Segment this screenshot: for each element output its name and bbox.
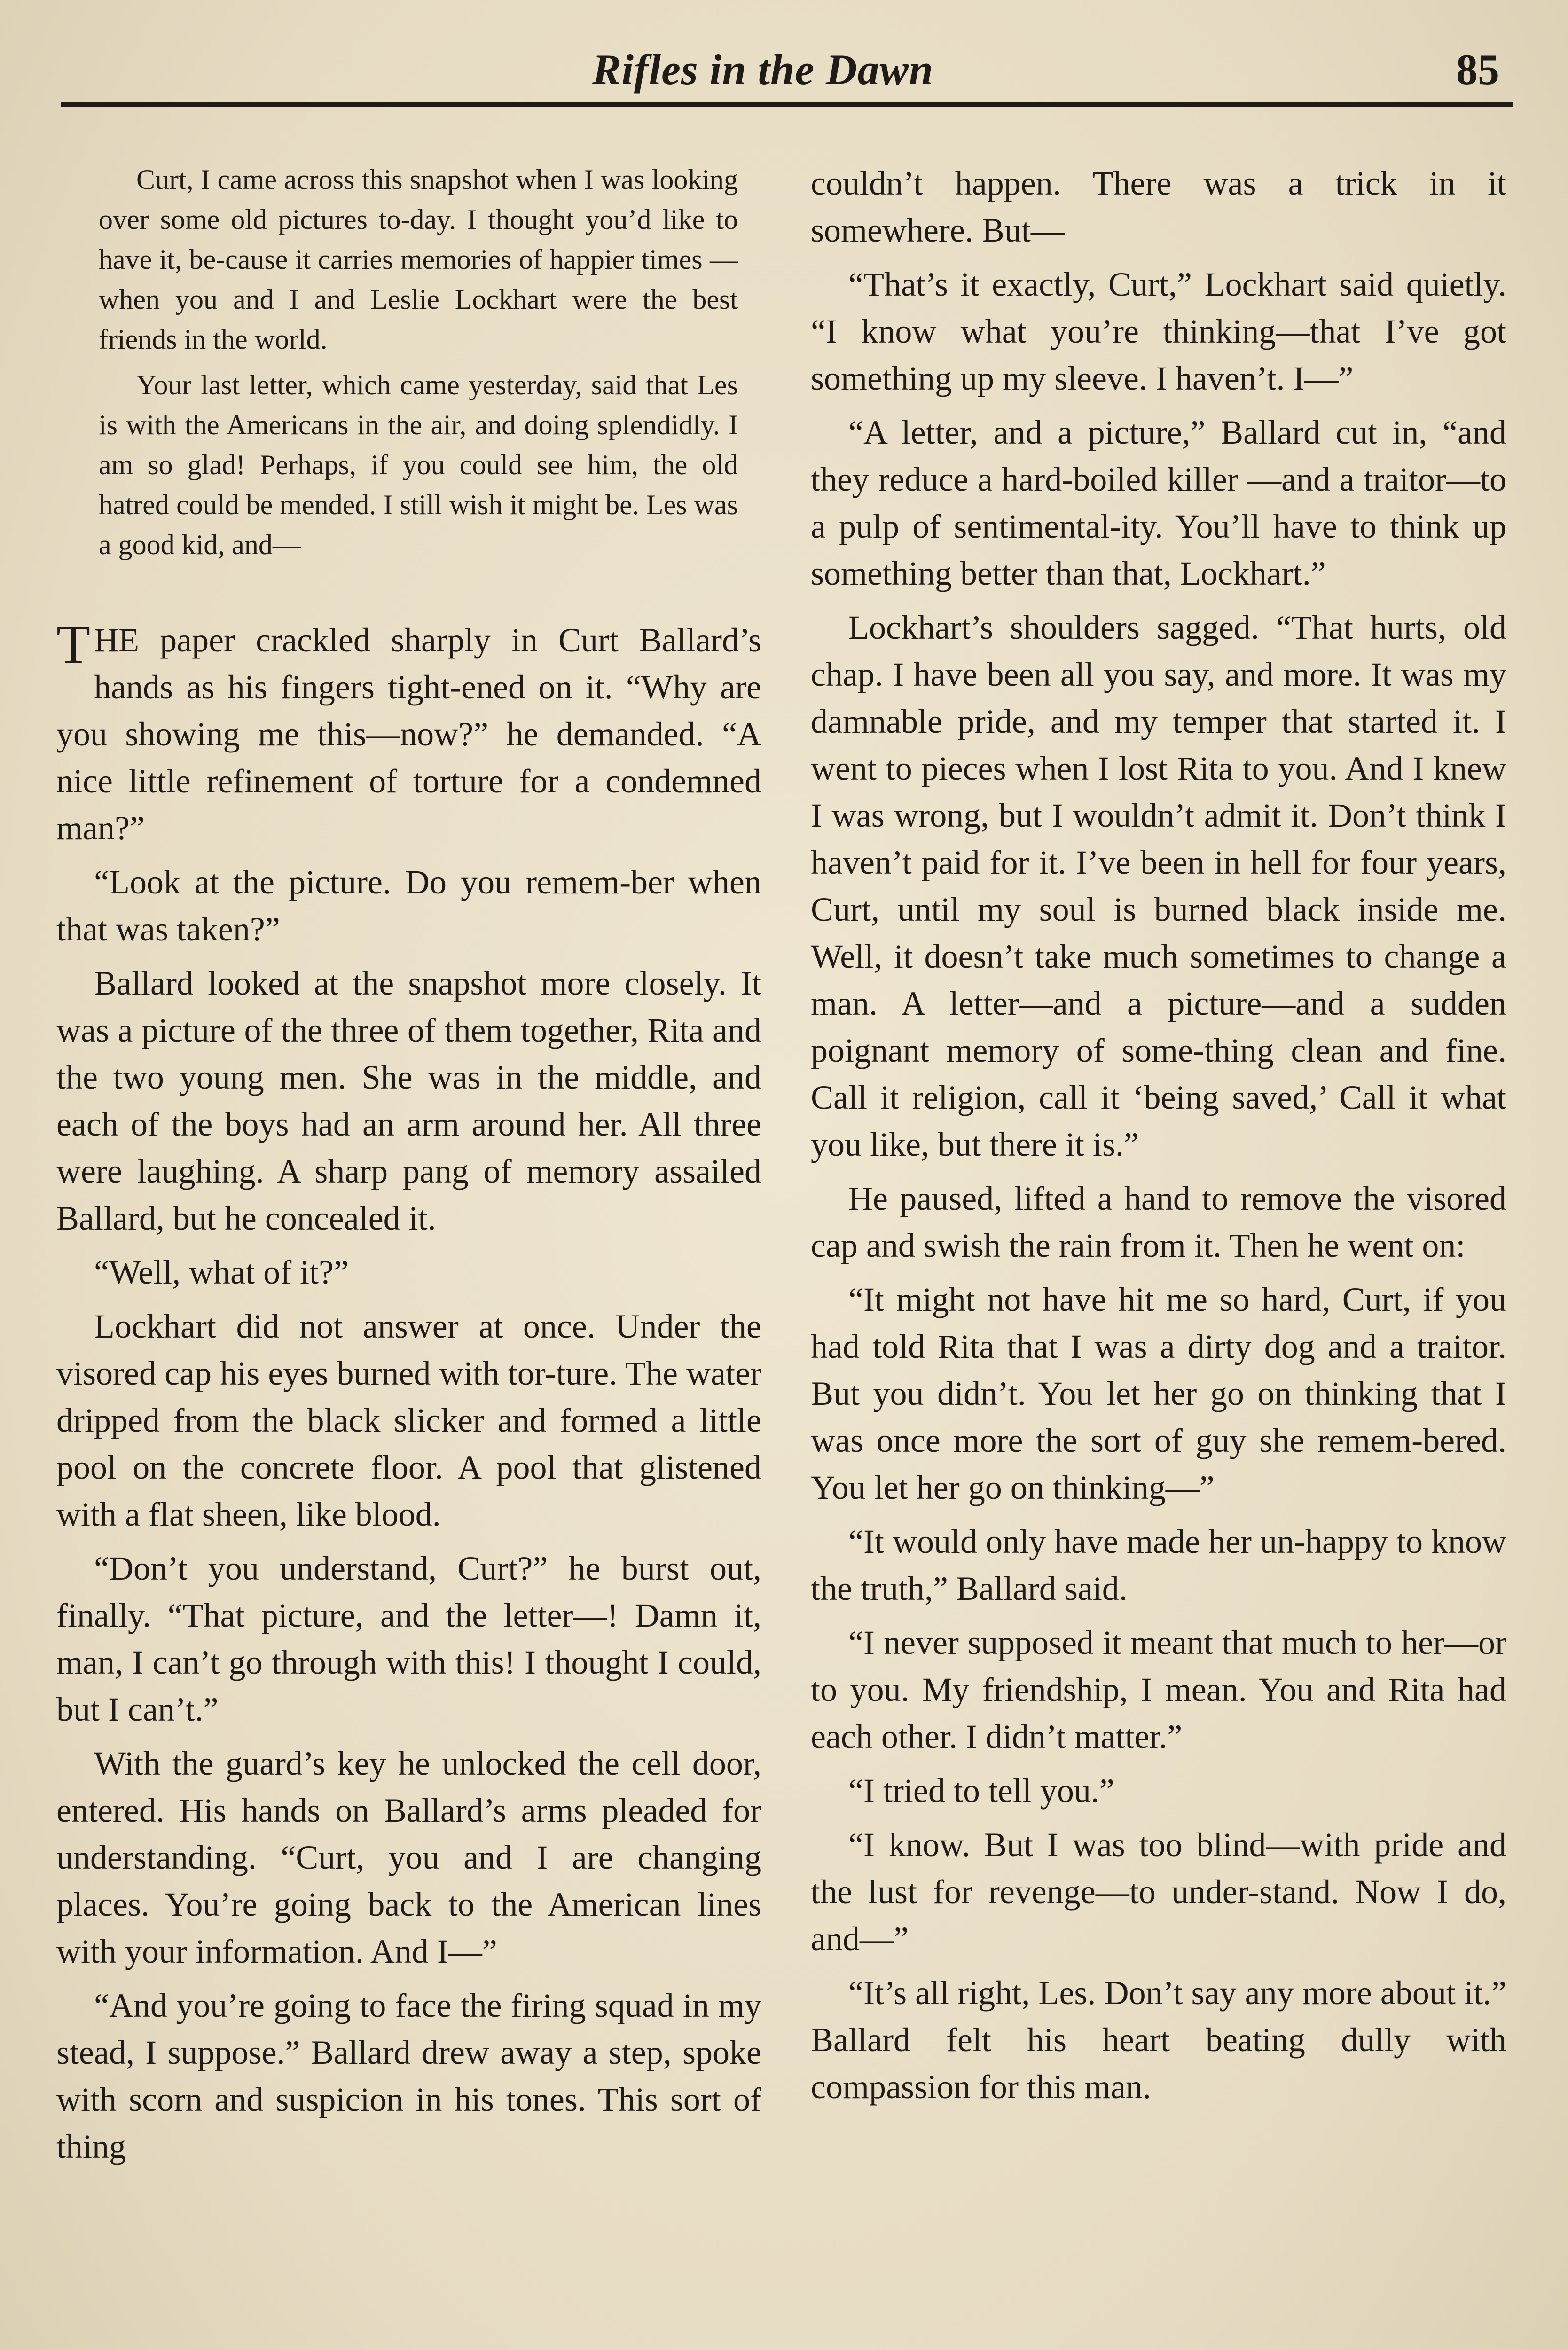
page-header xyxy=(61,45,1518,101)
letter-paragraph: Curt, I came across this snapshot when I was looking over some old pictures to-day. I thought you’d like to have it, be-cause it carries memories of happier times —when you and I and Leslie Lockhart were the best friends in the world. xyxy=(99,164,738,355)
story-paragraph: “It’s all right, Les. Don’t say any more about it.” Ballard felt his heart beating dully with compassion for this man. xyxy=(811,1974,1506,2106)
page-number: 85 xyxy=(1456,46,1499,94)
header-rule xyxy=(61,102,1513,107)
story-paragraph: “It would only have made her un-happy to know the truth,” Ballard said. xyxy=(811,1523,1506,1607)
letter-paragraph: Your last letter, which came yesterday, said that Les is with the Americans in the air, and doing splendidly. I am so glad! Perhaps, if you could see him, the old hatred could be mended. I still wish it might be. Les was a good kid, and— xyxy=(99,369,738,560)
story-paragraph: Ballard looked at the snapshot more closely. It was a picture of the three of them together, Rita and the two young men. She was in the middle, and each of the boys had an arm around her. All three were laughing. A sharp pang of memory assailed Ballard, but he concealed it. xyxy=(56,964,761,1237)
story-paragraph: “A letter, and a picture,” Ballard cut in, “and they reduce a hard-boiled killer —and a traitor—to a pulp of sentimental-ity. You’ll have to think up something better than that, Lockhart.” xyxy=(811,414,1506,592)
story-paragraph: “Don’t you understand, Curt?” he burst out, finally. “That picture, and the letter—! Damn it, man, I can’t go through with this! I thought I could, but I can’t.” xyxy=(56,1550,761,1728)
story-paragraph: “I tried to tell you.” xyxy=(848,1772,1114,1810)
left-column xyxy=(56,160,761,2177)
story-paragraph: “Well, what of it?” xyxy=(94,1253,349,1291)
story-paragraph: He paused, lifted a hand to remove the visored cap and swish the rain from it. Then he went on: xyxy=(811,1180,1506,1264)
running-title: Rifles in the Dawn xyxy=(592,46,934,94)
story-paragraph: Lockhart did not answer at once. Under the visored cap his eyes burned with tor-ture. The water dripped from the black slicker and formed a little pool on the concrete floor. A pool that glistened with a flat sheen, like blood. xyxy=(56,1308,761,1533)
story-paragraph: “And you’re going to face the firing squad in my stead, I suppose.” Ballard drew away a step, spoke with scorn and suspicion in his tones. This sort of thing xyxy=(56,1987,761,2165)
drop-cap: T xyxy=(56,613,91,675)
story-paragraph: “I never supposed it meant that much to her—or to you. My friendship, I mean. You and Rita had each other. I didn’t matter.” xyxy=(811,1624,1506,1755)
story-paragraph-continued: couldn’t happen. There was a trick in it somewhere. But— xyxy=(811,164,1506,249)
story-paragraph: “That’s it exactly, Curt,” Lockhart said quietly. “I know what you’re thinking—that I’ve got something up my sleeve. I haven’t. I—” xyxy=(811,266,1506,397)
story-text-right xyxy=(811,160,1506,2110)
story-paragraph: With the guard’s key he unlocked the cell door, entered. His hands on Ballard’s arms pleaded for understanding. “Curt, you and I are changing places. You’re going back to the American lines with your information. And I—” xyxy=(56,1745,761,1970)
opening-paragraph xyxy=(56,613,761,852)
right-column xyxy=(811,160,1506,2117)
story-paragraph: “It might not have hit me so hard, Curt, if you had told Rita that I was a dirty dog and a traitor. But you didn’t. You let her go on thinking that I was once more the sort of guy she remem-bered. You let her go on thinking—” xyxy=(811,1281,1506,1506)
story-text-left xyxy=(56,613,761,2170)
letter-excerpt xyxy=(99,160,738,565)
story-paragraph: “Look at the picture. Do you remem-ber when that was taken?” xyxy=(56,863,761,948)
story-paragraph: Lockhart’s shoulders sagged. “That hurts, old chap. I have been all you say, and more. It was my damnable pride, and my temper that started it. I went to pieces when I lost Rita to you. And I knew I was wrong, but I wouldn’t admit it. Don’t think I haven’t paid for it. I’ve been in hell for four years, Curt, until my soul is burned black inside me. Well, it doesn’t take much sometimes to change a man. A letter—and a picture—and a sudden poignant memory of some-thing clean and fine. Call it religion, call it ‘being saved,’ Call it what you like, but there it is.” xyxy=(811,609,1506,1163)
story-paragraph: “I know. But I was too blind—with pride and the lust for revenge—to under-stand. Now I do, and—” xyxy=(811,1826,1506,1958)
opening-paragraph-text: HE paper crackled sharply in Curt Ballard’s hands as his fingers tight-ened on it. “Why are you showing me this—now?” he demanded. “A nice little refinement of torture for a condemned man?” xyxy=(56,621,761,847)
